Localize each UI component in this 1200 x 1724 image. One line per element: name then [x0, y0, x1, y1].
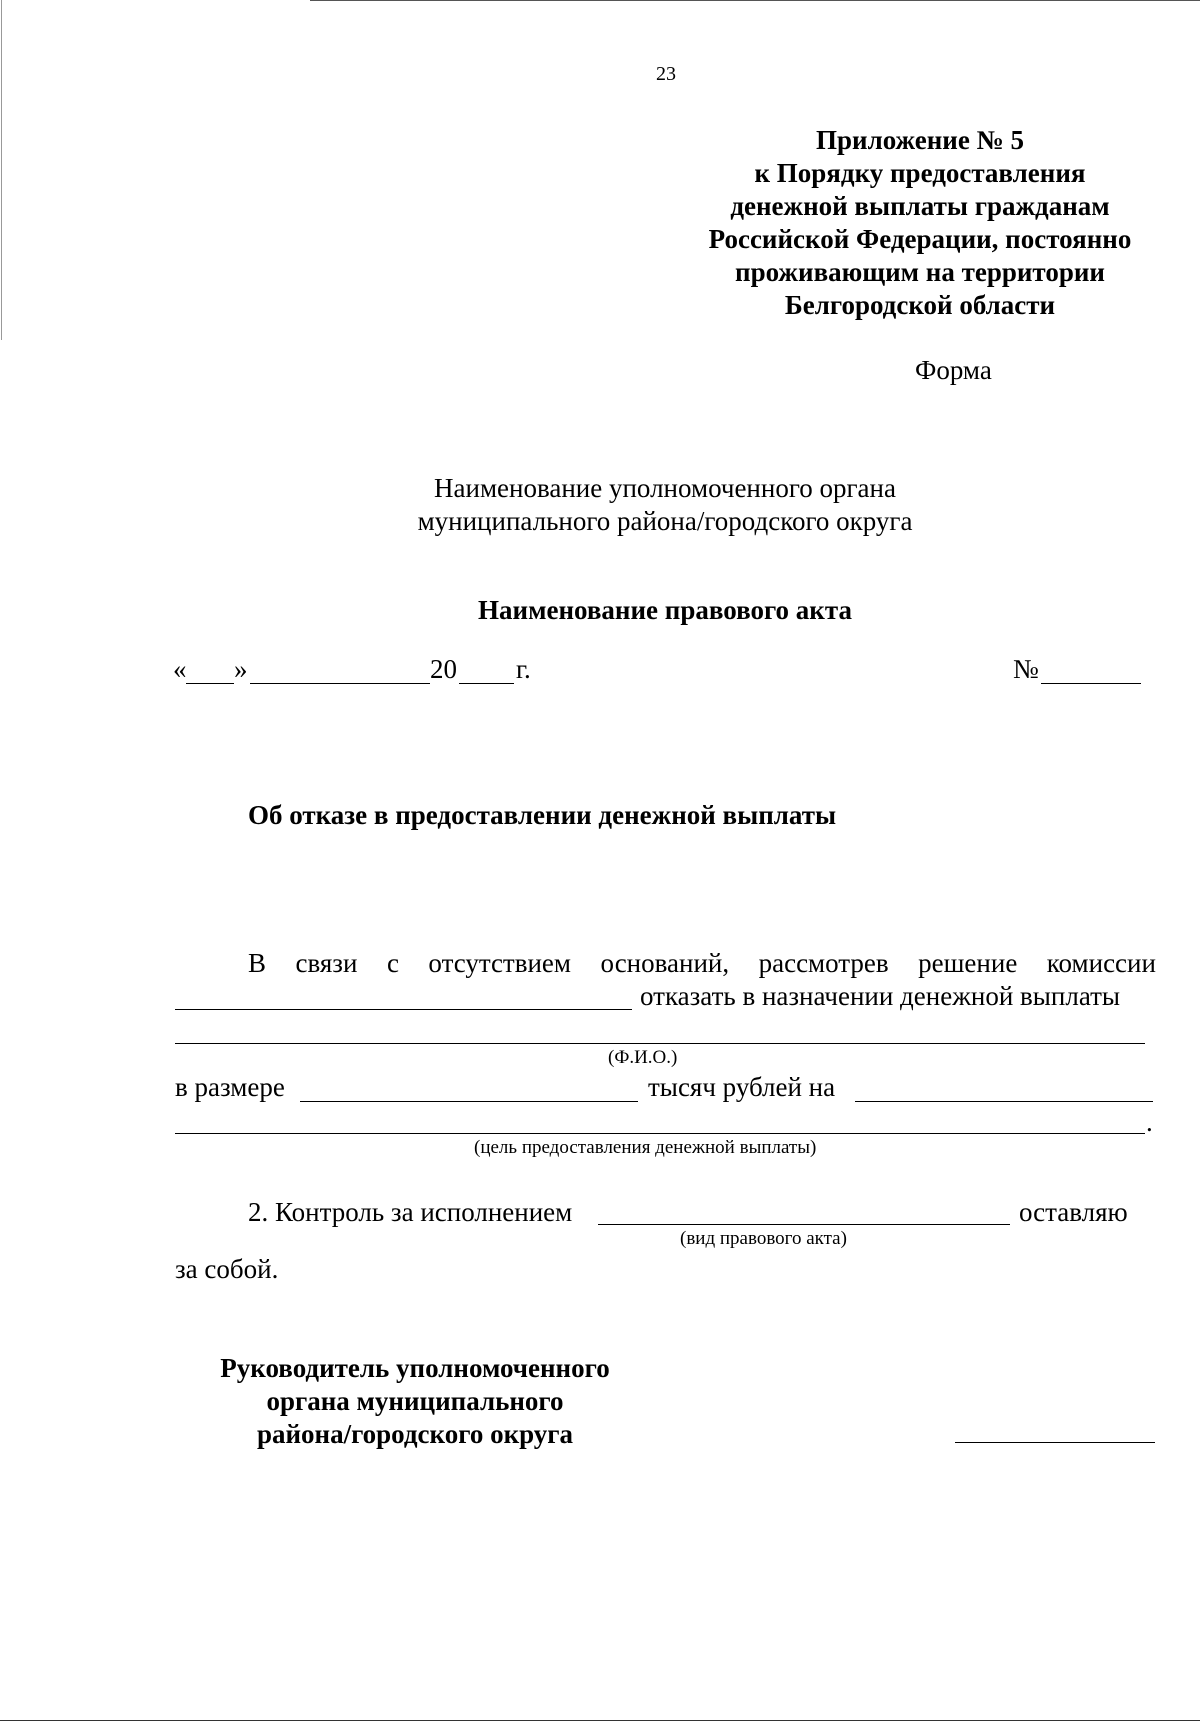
refuse-text: отказать в назначении денежной выплаты	[640, 981, 1121, 1011]
appendix-line: проживающим на территории	[735, 257, 1105, 287]
paragraph1-word: В	[248, 948, 267, 978]
appendix-line: Российской Федерации, постоянно	[708, 224, 1132, 254]
year-suffix: г.	[516, 654, 531, 684]
purpose-period: .	[1146, 1107, 1153, 1137]
signature-line: органа муниципального	[266, 1386, 564, 1416]
appendix-line: Белгородской области	[784, 290, 1056, 320]
paragraph1-word: рассмотрев	[758, 948, 889, 978]
paragraph1-word: решение	[918, 948, 1018, 978]
page-number: 23	[656, 63, 676, 85]
form-label: Форма	[915, 355, 992, 385]
paragraph1-line1	[248, 948, 1156, 979]
appendix-line: к Порядку предоставления	[754, 158, 1086, 188]
number-blank	[1041, 683, 1141, 684]
signature-block	[175, 1352, 655, 1451]
control-suffix: оставляю	[1019, 1197, 1128, 1227]
appendix-line: денежной выплаты гражданам	[730, 191, 1110, 221]
purpose-blank-1	[855, 1101, 1153, 1102]
appendix-line: Приложение № 5	[816, 125, 1024, 155]
amount-blank	[300, 1101, 638, 1102]
scan-edge-bottom	[0, 1720, 1200, 1721]
paragraph1-word: отсутствием	[428, 948, 572, 978]
paragraph1-word: оснований,	[600, 948, 730, 978]
fio-blank	[175, 1043, 1145, 1044]
signature-line: Руководитель уполномоченного	[220, 1353, 610, 1383]
signature-blank	[955, 1442, 1155, 1443]
fio-caption: (Ф.И.О.)	[608, 1047, 678, 1068]
act-title: Наименование правового акта	[478, 595, 852, 625]
date-close-quote: »	[234, 654, 248, 684]
year-blank	[459, 683, 514, 684]
authority-line-2: муниципального района/городского округа	[417, 506, 913, 536]
day-blank	[186, 683, 234, 684]
date-open-quote: «	[173, 654, 187, 684]
subject-title: Об отказе в предоставлении денежной выплаты	[248, 800, 837, 830]
number-sign: №	[1013, 654, 1039, 684]
scan-edge-left	[1, 0, 2, 340]
amount-prefix: в размере	[175, 1072, 285, 1102]
act-kind-caption: (вид правового акта)	[680, 1228, 847, 1249]
commission-blank	[175, 1009, 632, 1010]
control-continuation: за собой.	[175, 1254, 279, 1284]
appendix-block	[680, 124, 1160, 322]
authority-name	[350, 472, 980, 538]
control-prefix: 2. Контроль за исполнением	[248, 1197, 573, 1227]
signature-line: района/городского округа	[256, 1419, 574, 1449]
paragraph1-word: с	[386, 948, 399, 978]
year-prefix: 20	[430, 654, 457, 684]
month-blank	[250, 683, 430, 684]
purpose-caption: (цель предоставления денежной выплаты)	[474, 1137, 817, 1158]
paragraph1-word: связи	[295, 948, 358, 978]
purpose-blank-2	[175, 1133, 1145, 1134]
scan-edge-top	[310, 0, 1200, 1]
amount-mid: тысяч рублей на	[648, 1072, 836, 1102]
authority-line-1: Наименование уполномоченного органа	[434, 473, 896, 503]
act-kind-blank	[598, 1224, 1010, 1225]
paragraph1-word: комиссии	[1046, 948, 1156, 978]
